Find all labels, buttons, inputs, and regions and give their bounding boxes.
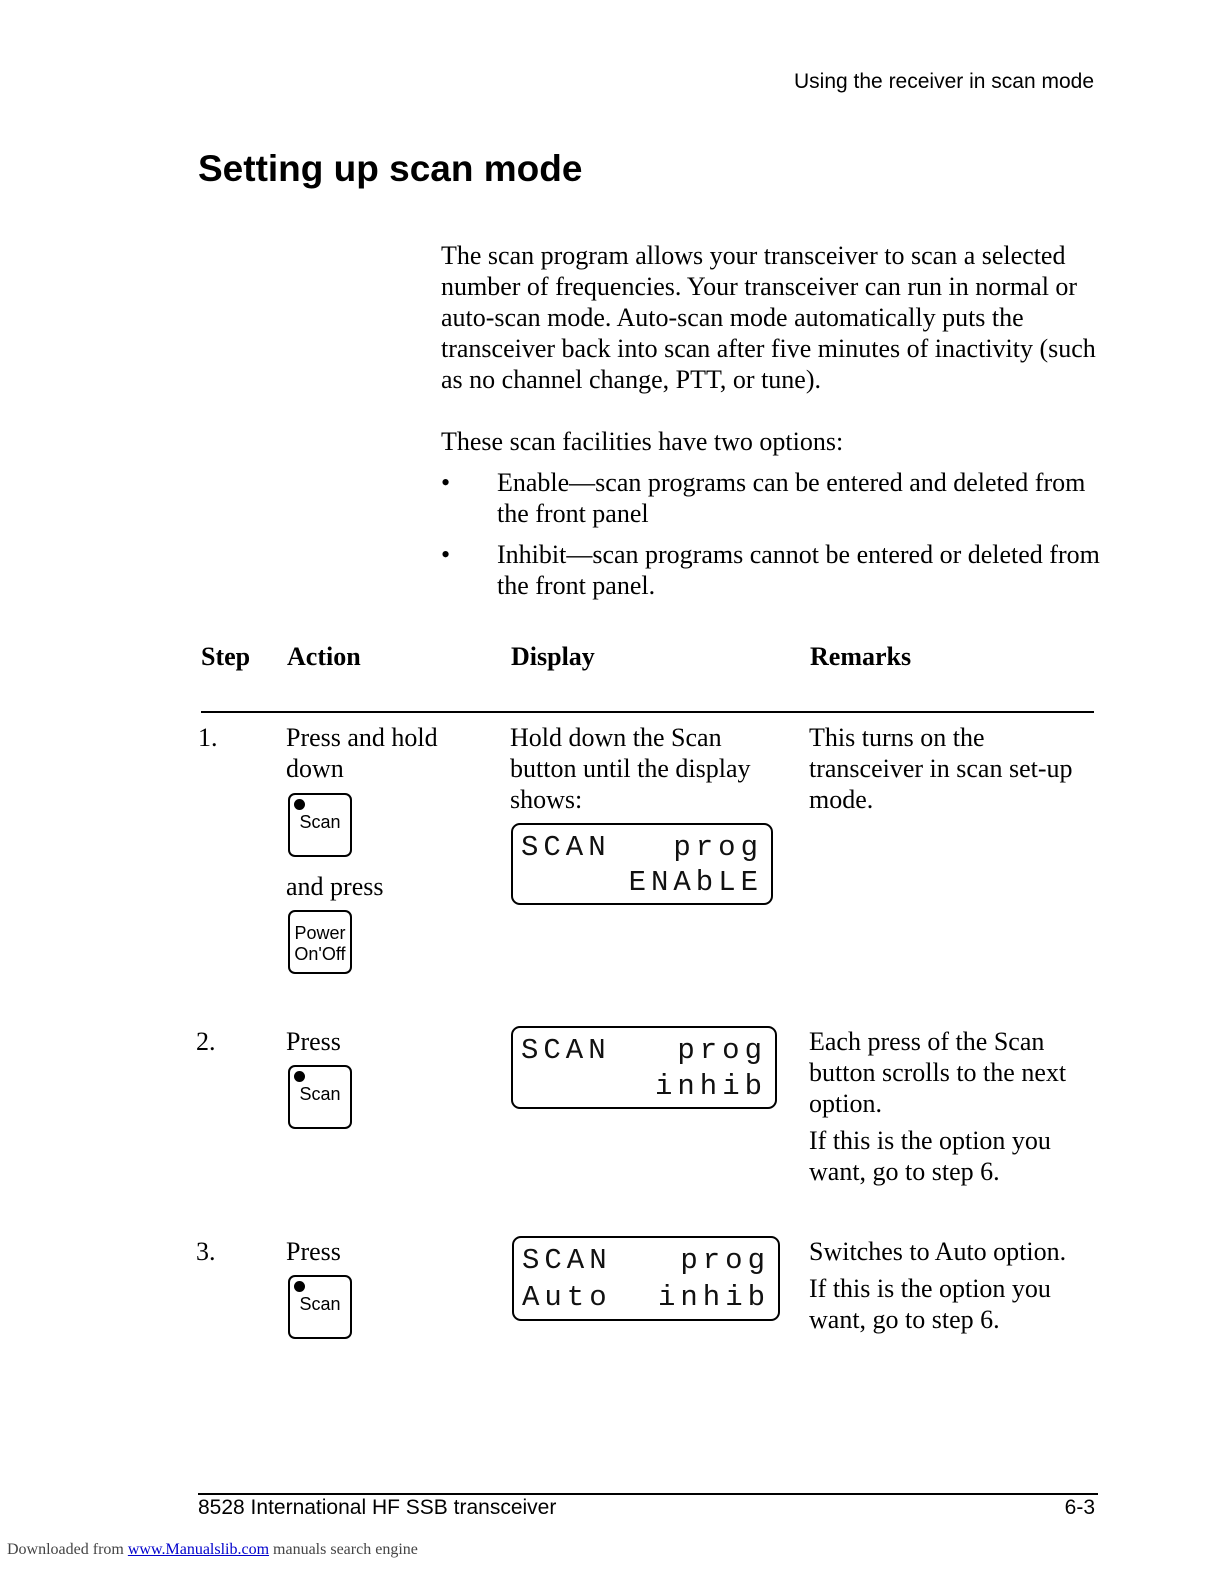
- remark-text: This turns on the transceiver in scan set-up mode.: [809, 723, 1073, 814]
- remark-text: Switches to Auto option.: [809, 1237, 1067, 1266]
- footer-product: 8528 International HF SSB transceiver: [198, 1496, 557, 1519]
- bullet-icon: •: [441, 468, 451, 497]
- option-inhibit: Inhibit—scan programs cannot be entered or deleted from the front panel.: [497, 540, 1100, 600]
- page-number: 6-3: [1064, 1496, 1095, 1519]
- scan-key: [288, 1065, 352, 1129]
- scan-key: [288, 793, 352, 857]
- download-prefix: Downloaded from: [7, 1541, 124, 1558]
- key-label: Scan: [299, 1084, 341, 1104]
- list-item: [441, 539, 1111, 601]
- action-text: Press: [286, 1027, 341, 1056]
- lcd-top-left: SCAN: [521, 1034, 611, 1067]
- lcd-bottom-right: inhib: [657, 1281, 770, 1314]
- step-number: 2.: [196, 1027, 216, 1056]
- options-list: [441, 467, 1111, 601]
- header-display: Display: [511, 642, 595, 671]
- bullet-icon: •: [441, 540, 451, 569]
- key-label: On'Off: [294, 944, 346, 964]
- lcd-bottom-right: inhib: [654, 1070, 767, 1103]
- action-text: Press: [286, 1237, 341, 1266]
- remarks-cell: [809, 722, 1099, 815]
- lcd-top-left: SCAN: [522, 1244, 612, 1277]
- display-text: Hold down the Scan button until the display shows:: [510, 723, 751, 814]
- download-note: [7, 1541, 418, 1559]
- lcd-top-right: prog: [680, 1244, 770, 1277]
- download-suffix: manuals search engine: [273, 1541, 418, 1558]
- key-label: Scan: [299, 1294, 341, 1314]
- footer-rule: [198, 1493, 1098, 1495]
- header-action: Action: [287, 642, 361, 671]
- page-title: Setting up scan mode: [198, 148, 583, 189]
- key-label: Power: [294, 923, 346, 943]
- action-text: Press and hold down: [286, 723, 438, 783]
- step-number: 1.: [198, 723, 218, 752]
- led-icon: [294, 799, 305, 810]
- header-remarks: Remarks: [810, 642, 912, 671]
- lcd-bottom-right: ENAbLE: [628, 866, 763, 899]
- header-step: Step: [201, 642, 251, 671]
- remark-text: If this is the option you want, go to step 6.: [809, 1126, 1051, 1186]
- remark-text: If this is the option you want, go to step 6.: [809, 1274, 1051, 1334]
- intro-section: [441, 240, 1111, 611]
- list-item: [441, 467, 1111, 529]
- lcd-display: [512, 1236, 780, 1321]
- options-lead: These scan facilities have two options:: [441, 427, 844, 456]
- running-header: Using the receiver in scan mode: [794, 70, 1094, 93]
- power-key: [288, 910, 352, 974]
- action-text: and press: [286, 872, 384, 901]
- lcd-top-left: SCAN: [521, 831, 611, 864]
- remarks-cell: [809, 1236, 1099, 1335]
- led-icon: [294, 1281, 305, 1292]
- table-header-rule: [201, 711, 1094, 713]
- lcd-top-right: prog: [677, 1034, 767, 1067]
- manualslib-link[interactable]: www.Manualslib.com: [127, 1541, 270, 1558]
- remarks-cell: [809, 1026, 1099, 1187]
- step-number: 3.: [196, 1237, 216, 1266]
- lcd-display: [511, 823, 773, 905]
- remark-text: Each press of the Scan button scrolls to the next option.: [809, 1027, 1067, 1118]
- scan-key: [288, 1275, 352, 1339]
- intro-paragraph: The scan program allows your transceiver to scan a selected number of frequencies. Your transceiver can run in normal or auto-scan mode. Auto-scan mode automatically puts the transceiver back into scan after five minutes of inactivity (such as no channel change, PTT, or tune).: [441, 241, 1096, 394]
- option-enable: Enable—scan programs can be entered and deleted from the front panel: [497, 468, 1086, 528]
- lcd-bottom-left: Auto: [522, 1281, 612, 1314]
- led-icon: [294, 1071, 305, 1082]
- lcd-display: [511, 1026, 777, 1109]
- lcd-top-right: prog: [673, 831, 763, 864]
- key-label: Scan: [299, 812, 341, 832]
